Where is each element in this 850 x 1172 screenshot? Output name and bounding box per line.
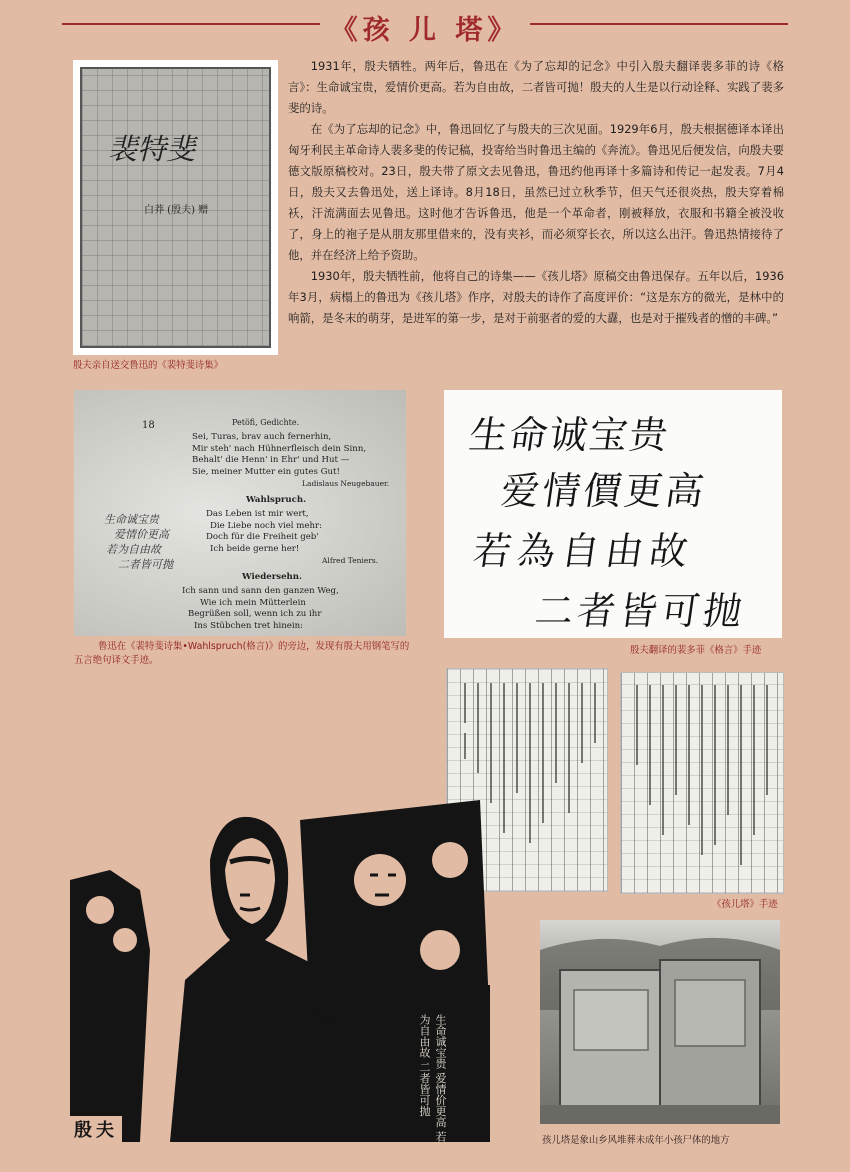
article-body [288,56,784,329]
page-title: 《孩 儿 塔》 [330,15,520,46]
calligraphy-line: 二者皆可抛 [532,589,749,633]
calligraphy-photo [444,390,782,638]
manuscript-cover-note: 白莽 (殷夫) 赠 [144,205,209,216]
book-next-line: Ins Stübchen tret hinein: [194,620,304,631]
margin-note-line: 若为自由故 [106,543,161,556]
calligraphy-line: 爱情價更高 [498,469,710,513]
woodcut-poem-line: 若为自由故 [418,1014,447,1142]
book-translator: Ladislaus Neugebauer. [302,479,390,488]
woodcut-corner-text: 殷夫 [70,1116,122,1142]
paragraph-2: 在《为了忘却的记念》中，鲁迅回忆了与殷夫的三次见面。1929年6月，殷夫根据德译本译出匈牙利民主革命诗人裴多斐的传记稿，投寄给当时鲁迅主编的《奔流》。鲁迅见后便发信，向殷夫要德文版原稿校对。23日，殷夫带了原文去见鲁迅，鲁迅约他再译十多篇诗和传记一起发表。7月4日，殷夫又去鲁迅处，送上译诗。8月18日，虽然已过立秋季节，但天气还很炎热，殷夫穿着棉袄，汗流满面去见鲁迅。这时他才告诉鲁迅，他是一个革命者，刚被释放，衣服和书籍全被没收了，身上的袍子是从朋友那里借来的，没有夹衫，而必须穿长衣，所以这么出汗。鲁迅热情接待了他，并在经济上给予资助。 [288,122,784,262]
book-running-head: Petöfi, Gedichte. [232,418,300,427]
book-line: Behalt' die Henn' in Ehr' und Hut — [192,455,350,465]
book-next-line: Wie ich mein Mütterlein [200,597,306,608]
book-line: Sei, Turas, brav auch fernerhin, [192,432,332,442]
book-poem-line: Ich beide gerne her! [210,543,300,554]
book-next-line: Begrüßen soll, wenn ich zu ihr [188,609,322,619]
tower-structure [540,920,780,1124]
book-poem-title: Wahlspruch. [246,494,307,505]
margin-note-line: 爱情价更高 [114,528,169,541]
book-line: Mir steh' nach Hühnerfleisch dein Sinn, [192,443,367,454]
book-next-title: Wiedersehn. [242,571,303,582]
woodcut-poem-line: 爱情价更高 [434,1072,447,1128]
book-line: Sie, meiner Mutter ein gutes Gut! [192,466,340,477]
book-page-caption: 鲁迅在《裴特斐诗集•Wahlspruch(格言)》的旁边，发现有殷夫用钢笔写的五言绝句译文手迹。 [74,641,410,666]
manuscript-cover-caption: 殷夫亲自送交鲁迅的《裴特斐诗集》 [73,360,224,371]
title-rule-right [530,23,788,25]
margin-note-line: 生命诚宝贵 [104,513,159,526]
book-page-number: 18 [142,420,155,431]
book-poem-author: Alfred Teniers. [322,556,379,565]
book-poem-line: Doch für die Freiheit geb' [206,532,319,542]
calligraphy-line: 若為自由故 [470,529,697,573]
woodcut-poem-line: 生命诚宝贵 [434,1014,447,1069]
manuscript-scribbles [621,673,783,893]
tower-caption: 孩儿塔是象山乡风堆葬未成年小孩尸体的地方 [542,1135,730,1146]
book-poem-line: Das Leben ist mir wert, [206,509,309,519]
calligraphy-caption: 殷夫翻译的裴多菲《格言》手迹 [630,645,762,656]
book-next-line: Ich sann und sann den ganzen Weg, [182,586,339,596]
margin-note-line: 二者皆可抛 [118,558,173,571]
title-rule-left [62,23,320,25]
paragraph-3: 1930年，殷夫牺牲前，他将自己的诗集——《孩儿塔》原稿交由鲁迅保存。五年以后，1936年3月，病榻上的鲁迅为《孩儿塔》作序，对殷夫的诗作了高度评价：“这是东方的微光，是林中的响箭，是冬末的萌芽，是进军的第一步，是对于前驱者的爱的大纛，也是对于摧残者的憎的丰碑。” [288,269,784,325]
manuscripts-caption: 《孩儿塔》手迹 [712,899,778,910]
book-poem-line: Die Liebe noch viel mehr: [210,520,323,531]
manuscript-cover-title: 裴特斐 [108,132,196,166]
woodcut-illustration [70,800,490,1142]
tower-photo [540,920,780,1124]
paragraph-1: 1931年，殷夫牺牲。两年后，鲁迅在《为了忘却的记念》中引入殷夫翻译裴多菲的诗《格言》：生命诚宝贵，爱情价更高。若为自由故，二者皆可抛！殷夫的人生是以行动诠释、实践了裴多斐的诗。 [288,59,784,115]
calligraphy-line: 生命诚宝贵 [466,413,673,457]
manuscript-cover-photo [73,60,278,355]
woodcut-poem-line: 二者皆可抛 [418,1061,431,1117]
book-page-photo [74,390,406,636]
manuscript-page-right [620,672,784,894]
